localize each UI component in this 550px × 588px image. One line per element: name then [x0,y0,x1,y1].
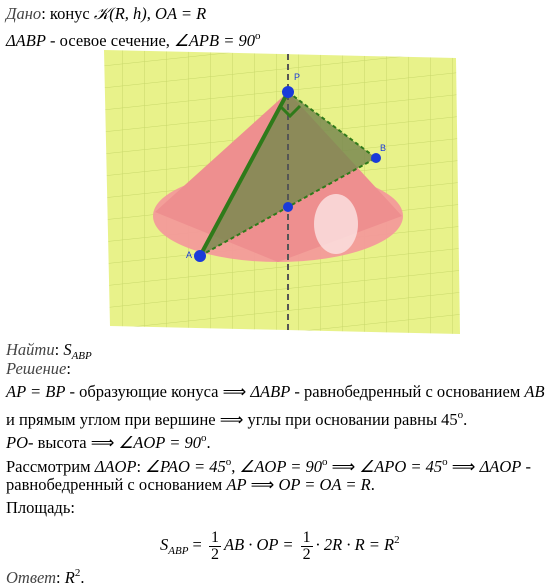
frac1-den: 2 [210,545,219,563]
formula-sup: 2 [394,534,400,546]
sol4-g: ∠AOP = 90 [239,457,322,476]
sol4-d: ∠PAO = 45 [145,457,226,476]
frac2-num: 1 [302,528,311,546]
cone-highlight [314,194,358,254]
solution-line-5 [6,475,375,495]
sol1-ab: AB [524,382,545,401]
answer-label: Ответ [6,568,57,587]
solution-label-line: Решение: [6,359,71,378]
given-label: Дано [6,4,42,23]
fraction-half-1 [209,530,221,563]
sol5-b: AP [226,475,247,494]
formula-sub: ABP [168,545,189,557]
point-p [282,86,294,98]
given-oa: OA = R [155,4,207,23]
solution-line-1 [6,382,545,402]
sol4-e: o [225,456,232,468]
section-text: - осевое сечение, [45,31,175,50]
formula-end: · 2R · R = R [315,535,395,554]
given-text: конус [49,4,90,23]
sol5-e: . [370,475,375,494]
given-cone: 𝒦(R, h) [93,4,147,23]
section-triangle: ΔABP [6,31,46,50]
label-a: A [186,250,193,260]
sol4-h: o [322,456,328,468]
sol4-i: ⟹ [327,457,360,476]
point-b [371,153,381,163]
answer-end: . [80,568,85,587]
area-formula [160,520,400,571]
answer-line: Ответ: $R^2$. [6,567,85,587]
sol2-text: и прямым углом при вершине ⟹ углы при основании равны 45 [6,410,458,429]
label-b: B [380,143,387,153]
sol5-c: ⟹ [246,475,279,494]
sol3-angle: ∠AOP = 90 [118,433,201,452]
find-label: Найти [6,340,55,359]
formula-s: S [160,535,169,554]
cone-figure [100,44,460,334]
sol4-f: , [231,457,240,476]
area-line [6,498,75,518]
fraction-half-2 [301,530,313,563]
find-sub: ABP [71,350,92,362]
find-line: Найти: $S_{ABP}$ [6,340,92,362]
given-line: Дано: конус 𝒦(R, h), OA = R [6,4,207,23]
solution-label: Решение [6,359,67,378]
sol3-po: PO [6,433,28,452]
sol1-tri: ΔABP [250,382,291,401]
sol2-deg: o [457,409,464,421]
sol4-l: ⟹ [447,457,480,476]
section-deg: o [254,30,261,42]
point-o [283,202,293,212]
frac1-num: 1 [210,528,219,546]
sol4-b: ΔAOP [94,457,137,476]
frac2-den: 2 [302,545,311,563]
sol4-m: ΔAOP [479,457,522,476]
solution-line-4 [6,452,531,477]
formula-eq: = [188,535,206,554]
sol4-k: o [442,456,448,468]
point-a [194,250,206,262]
solution-line-3: PO- высота ⟹ ∠AOP = $90^o$. [6,432,211,452]
answer-sup: 2 [74,567,81,579]
answer-value: R [64,568,75,587]
sol5-a: равнобедренный с основанием [6,475,227,494]
sol3-deg: o [200,432,207,444]
area-label: Площадь: [6,498,75,517]
label-p: P [294,72,301,82]
sol1-text2: - равнобедренный с основанием [290,382,525,401]
sol4-a: Рассмотрим [6,457,95,476]
find-s: S [63,340,72,359]
section-angle: ∠APB = 90 [174,31,255,50]
sol1-text: - образующие конуса ⟹ [65,382,251,401]
sol4-c: : [136,457,146,476]
formula-mid: AB · OP = [223,535,298,554]
sol4-n: - [521,457,531,476]
sol1-ap-bp: AP = BP [6,382,66,401]
sol3-text: - высота ⟹ [28,433,119,452]
sol4-j: ∠APO = 45 [359,457,443,476]
solution-line-2: и прямым углом при вершине ⟹ углы при основании равны 45$^o$. [6,409,468,429]
sol5-d: OP = OA = R [278,475,371,494]
